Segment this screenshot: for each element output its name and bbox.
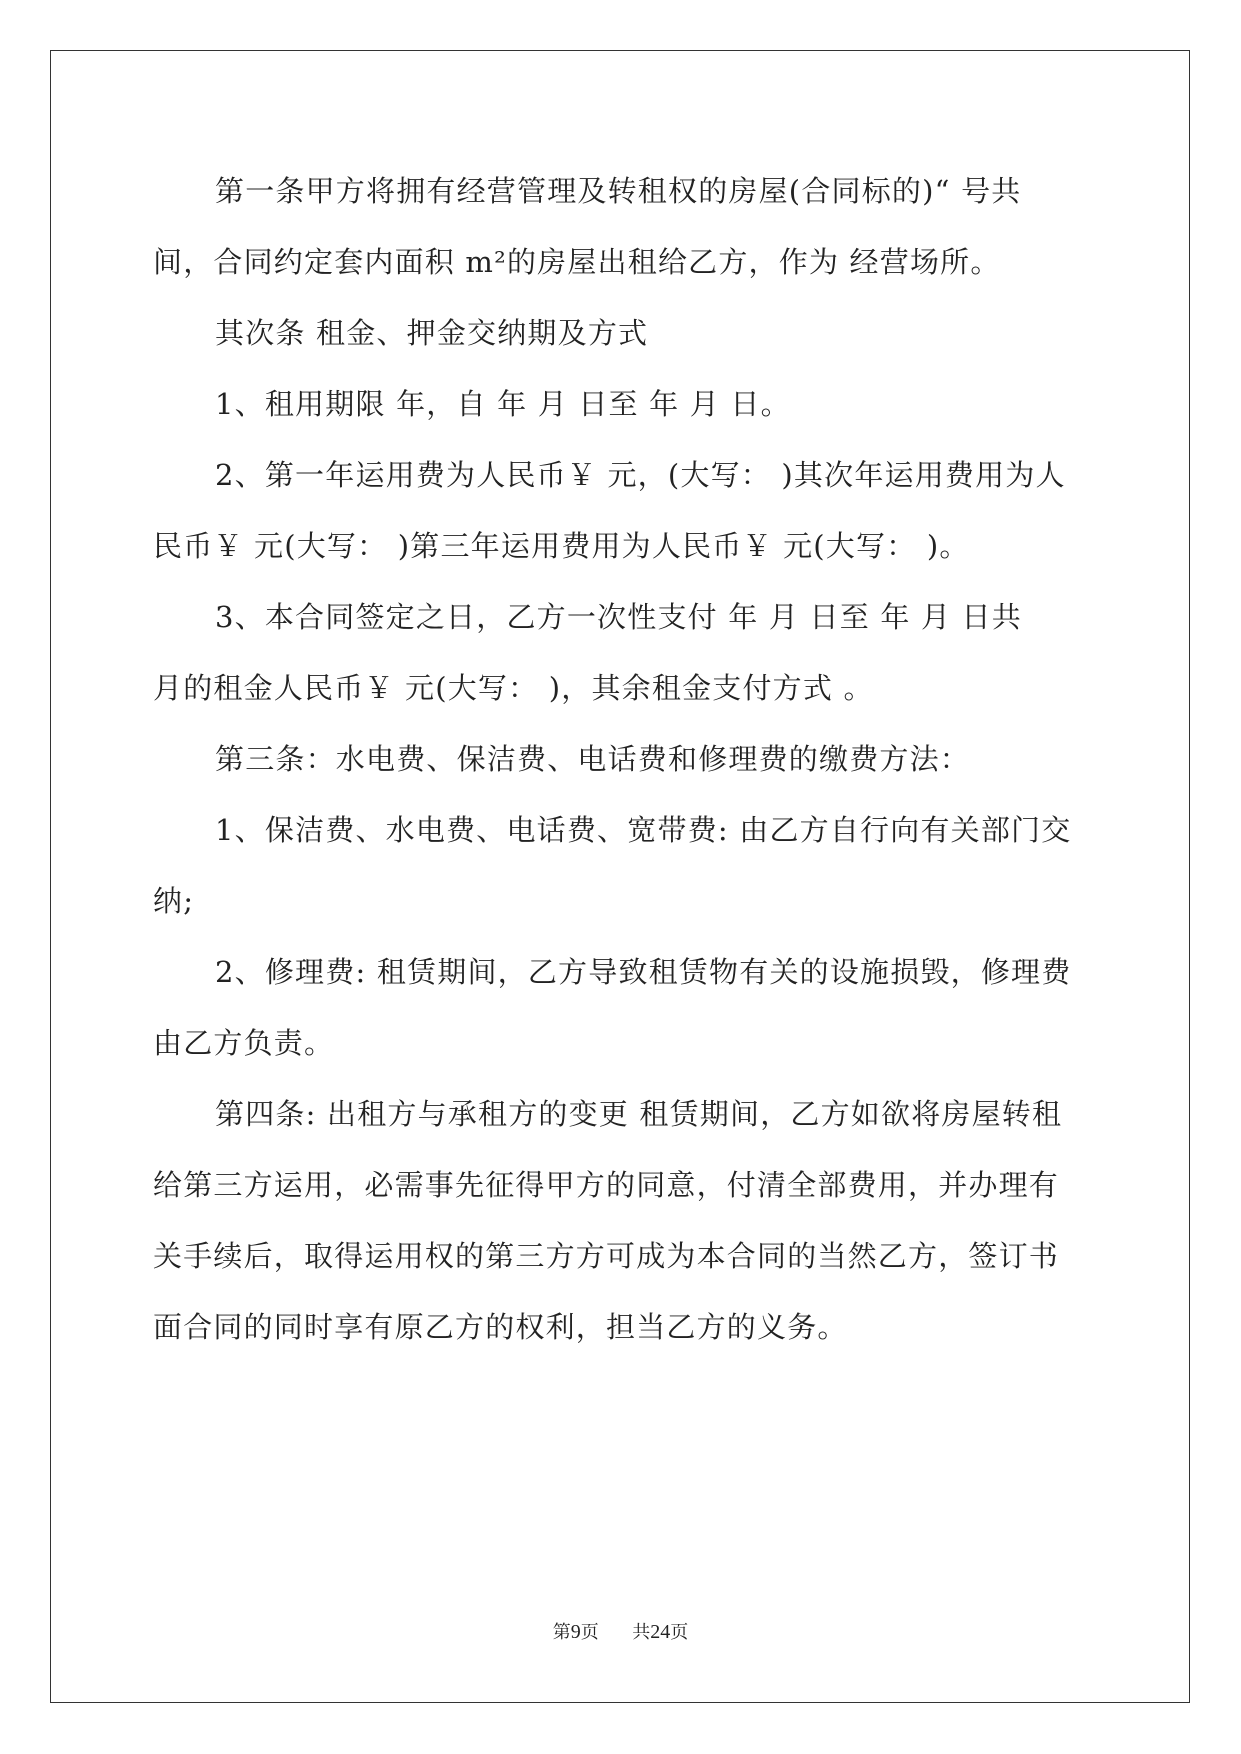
paragraph-line: 纳; <box>153 884 195 918</box>
total-prefix: 共 <box>632 1622 651 1643</box>
paragraph-line: 民币￥ 元(大写： )第三年运用费用为人民币￥ 元(大写： )。 <box>153 529 970 563</box>
total-suffix: 页 <box>670 1622 689 1643</box>
paragraph-line: 由乙方负责。 <box>153 1026 335 1060</box>
paragraph-line: 3、本合同签定之日，乙方一次性支付 年 月 日至 年 月 日共 <box>215 600 1022 634</box>
page-number: 9 <box>570 1621 581 1643</box>
paragraph-line: 间，合同约定套内面积 m²的房屋出租给乙方，作为 经营场所。 <box>153 245 1001 279</box>
paragraph-line: 月的租金人民币￥ 元(大写： )，其余租金支付方式 。 <box>153 671 874 705</box>
page-number-label <box>553 1622 605 1643</box>
paragraph-line: 2、第一年运用费为人民币￥ 元，(大写： )其次年运用费用为人 <box>215 458 1066 492</box>
total-pages-number: 24 <box>650 1621 671 1643</box>
document-body <box>153 162 1083 1369</box>
paragraph-line: 给第三方运用，必需事先征得甲方的同意，付清全部费用，并办理有 <box>153 1168 1060 1202</box>
paragraph-line: 2、修理费: 租赁期间，乙方导致租赁物有关的设施损毁，修理费 <box>215 955 1072 989</box>
page-footer <box>0 1618 1241 1644</box>
paragraph-line: 关手续后，取得运用权的第三方方可成为本合同的当然乙方，签订书 <box>153 1239 1060 1273</box>
paragraph-line: 面合同的同时享有原乙方的权利，担当乙方的义务。 <box>153 1310 848 1344</box>
paragraph-line: 1、租用期限 年，自 年 月 日至 年 月 日。 <box>215 387 791 421</box>
paragraph-line: 第一条甲方将拥有经营管理及转租权的房屋(合同标的)“ 号共 <box>215 174 1022 208</box>
paragraph-line: 1、保洁费、水电费、电话费、宽带费: 由乙方自行向有关部门交 <box>215 813 1072 847</box>
section-heading: 第三条：水电费、保洁费、电话费和修理费的缴费方法： <box>215 742 971 776</box>
page-suffix: 页 <box>580 1622 599 1643</box>
total-pages-label <box>632 1622 688 1643</box>
section-heading: 其次条 租金、押金交纳期及方式 <box>215 316 649 350</box>
page-prefix: 第 <box>552 1622 571 1643</box>
section-heading: 第四条: 出租方与承租方的变更 租赁期间，乙方如欲将房屋转租 <box>215 1097 1063 1131</box>
